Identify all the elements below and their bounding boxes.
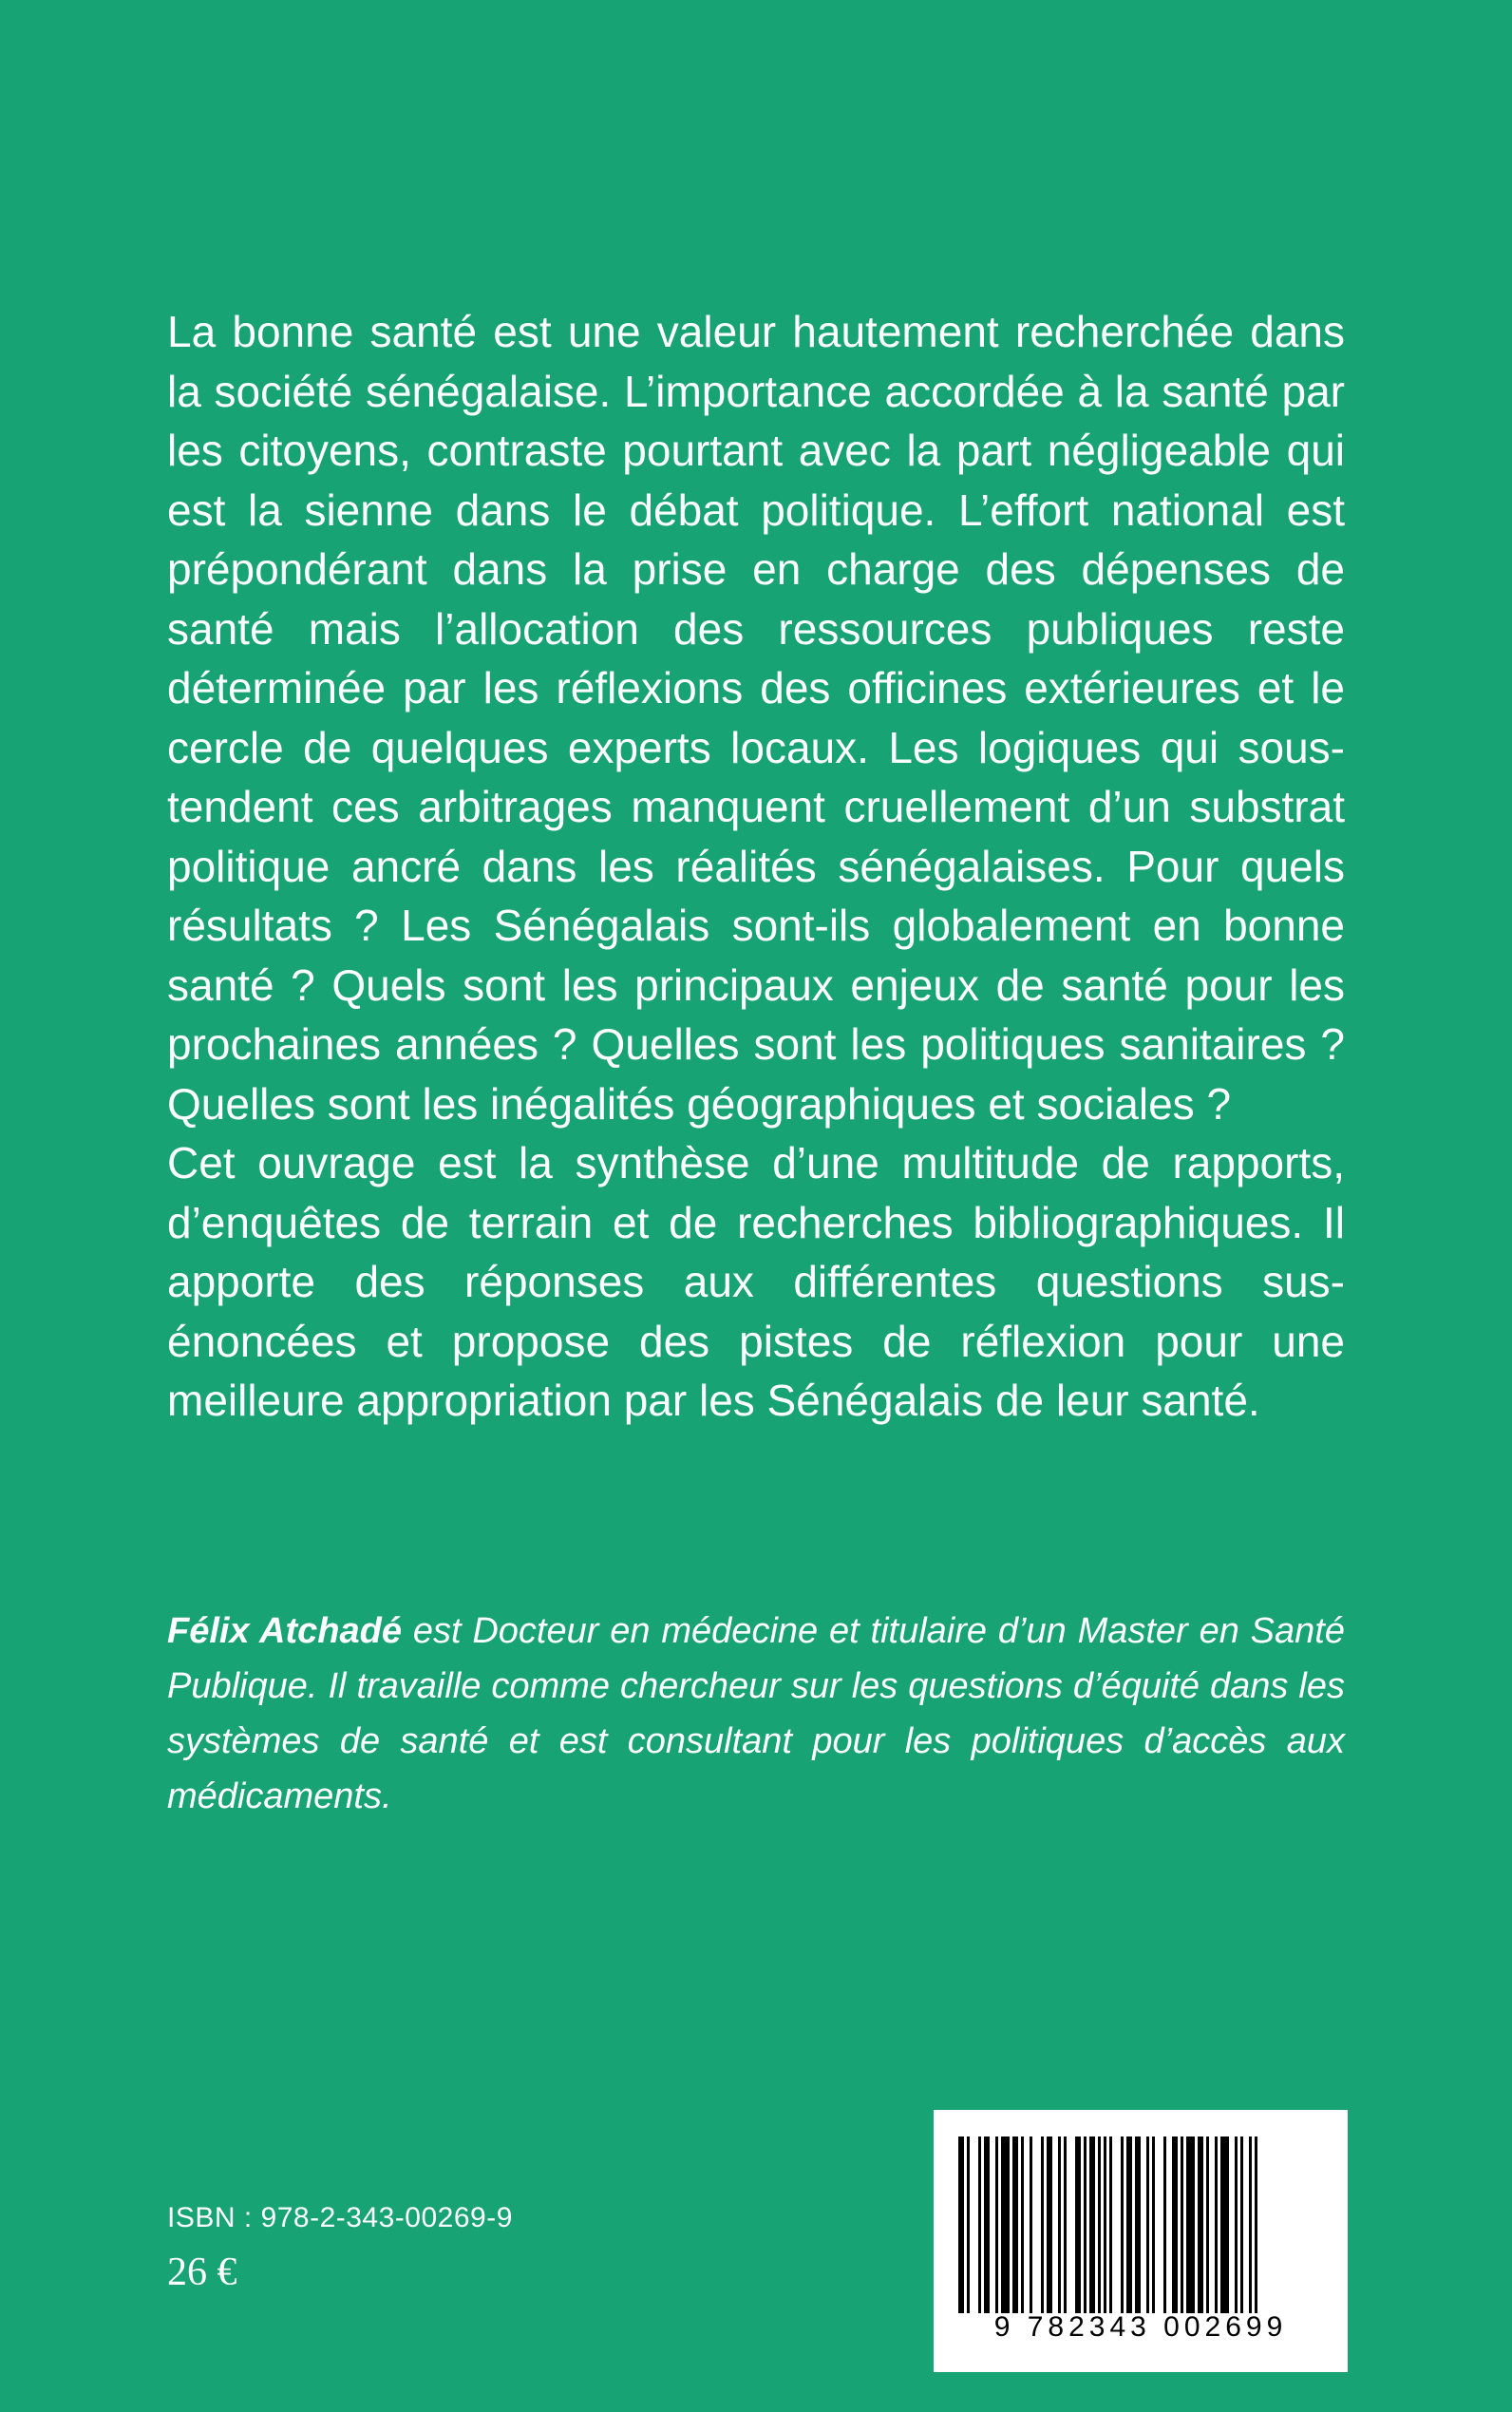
barcode-stripe: [1089, 2137, 1095, 2313]
isbn-label: ISBN : 978-2-343-00269-9: [167, 2202, 513, 2233]
author-bio-text: est Docteur en médecine et titulaire d’un Master en Santé Publique. Il travaille comme chercheur sur les questions d’équité dans les systèmes de santé et est consultant pour les politiques d’accès aux médicaments.: [167, 1611, 1345, 1816]
barcode-stripe: [978, 2137, 981, 2313]
barcode-stripe: [995, 2137, 998, 2313]
barcode-stripe: [1064, 2137, 1067, 2313]
barcode-stripe: [1240, 2137, 1243, 2313]
barcode-stripe: [967, 2137, 970, 2313]
barcode-stripe: [1075, 2137, 1081, 2313]
blurb-text: [167, 302, 1345, 1431]
barcode-stripe: [1001, 2137, 1010, 2313]
barcode-stripe: [1186, 2137, 1195, 2313]
barcode-stripe: [1121, 2137, 1124, 2313]
barcode-stripe: [1098, 2137, 1101, 2313]
price-label: 26 €: [167, 2251, 237, 2294]
barcode-stripe: [1249, 2137, 1252, 2313]
barcode-stripe: [1135, 2137, 1141, 2313]
barcode-stripe: [1235, 2137, 1238, 2313]
barcode-stripe: [1255, 2137, 1257, 2313]
author-bio: [167, 1604, 1345, 1824]
barcode-panel: [934, 2110, 1348, 2372]
barcode-icon: [953, 2137, 1329, 2313]
barcode-stripe: [1220, 2137, 1229, 2313]
barcode-stripe: [1012, 2137, 1018, 2313]
barcode-stripe: [1146, 2137, 1149, 2313]
barcode-stripe: [1198, 2137, 1203, 2313]
blurb-paragraph-1: La bonne santé est une valeur hautement recherchée dans la société sénégalaise. L’importance accordée à la santé par les citoyens, contraste pourtant avec la part négligeable qui est la sienne dans le débat politique. L’effort national est prépondérant dans la prise en charge des dépenses de santé mais l’allocation des ressources publiques reste déterminée par les réflexions des officines extérieures et le cercle de quelques experts locaux. Les logiques qui sous-tendent ces arbitrages manquent cruellement d’un substrat politique ancré dans les réalités sénégalaises. Pour quels résultats ? Les Sénégalais sont-ils globalement en bonne santé ? Quels sont les principaux enjeux de santé pour les prochaines années ? Quelles sont les politiques sanitaires ? Quelles sont les inégalités géographiques et sociales ?: [167, 307, 1345, 1129]
barcode-stripe: [1126, 2137, 1132, 2313]
barcode-stripe: [1152, 2137, 1155, 2313]
barcode-stripe: [1109, 2137, 1112, 2313]
barcode-stripe: [1047, 2137, 1052, 2313]
barcode-stripe: [1084, 2137, 1087, 2313]
barcode-stripe: [1172, 2137, 1178, 2313]
barcode-stripe: [1104, 2137, 1106, 2313]
barcode-stripe: [1215, 2137, 1218, 2313]
barcode-stripe: [1041, 2137, 1044, 2313]
barcode-stripe: [1163, 2137, 1166, 2313]
barcode-stripe: [1181, 2137, 1183, 2313]
barcode-stripe: [1021, 2137, 1024, 2313]
barcode-stripe: [984, 2137, 990, 2313]
blurb-paragraph-2: Cet ouvrage est la synthèse d’une multitude de rapports, d’enquêtes de terrain et de recherches bibliographiques. Il apporte des réponses aux différentes questions sus-énoncées et propose des pistes de réflexion pour une meilleure appropriation par les Sénégalais de leur santé.: [167, 1138, 1345, 1425]
barcode-stripe: [1206, 2137, 1209, 2313]
barcode-stripe: [958, 2137, 964, 2313]
barcode-stripe: [1058, 2137, 1061, 2313]
barcode-digits: 9 782343 002699: [993, 2311, 1288, 2343]
author-name: Félix Atchadé: [167, 1611, 402, 1651]
barcode-stripe: [1030, 2137, 1032, 2313]
